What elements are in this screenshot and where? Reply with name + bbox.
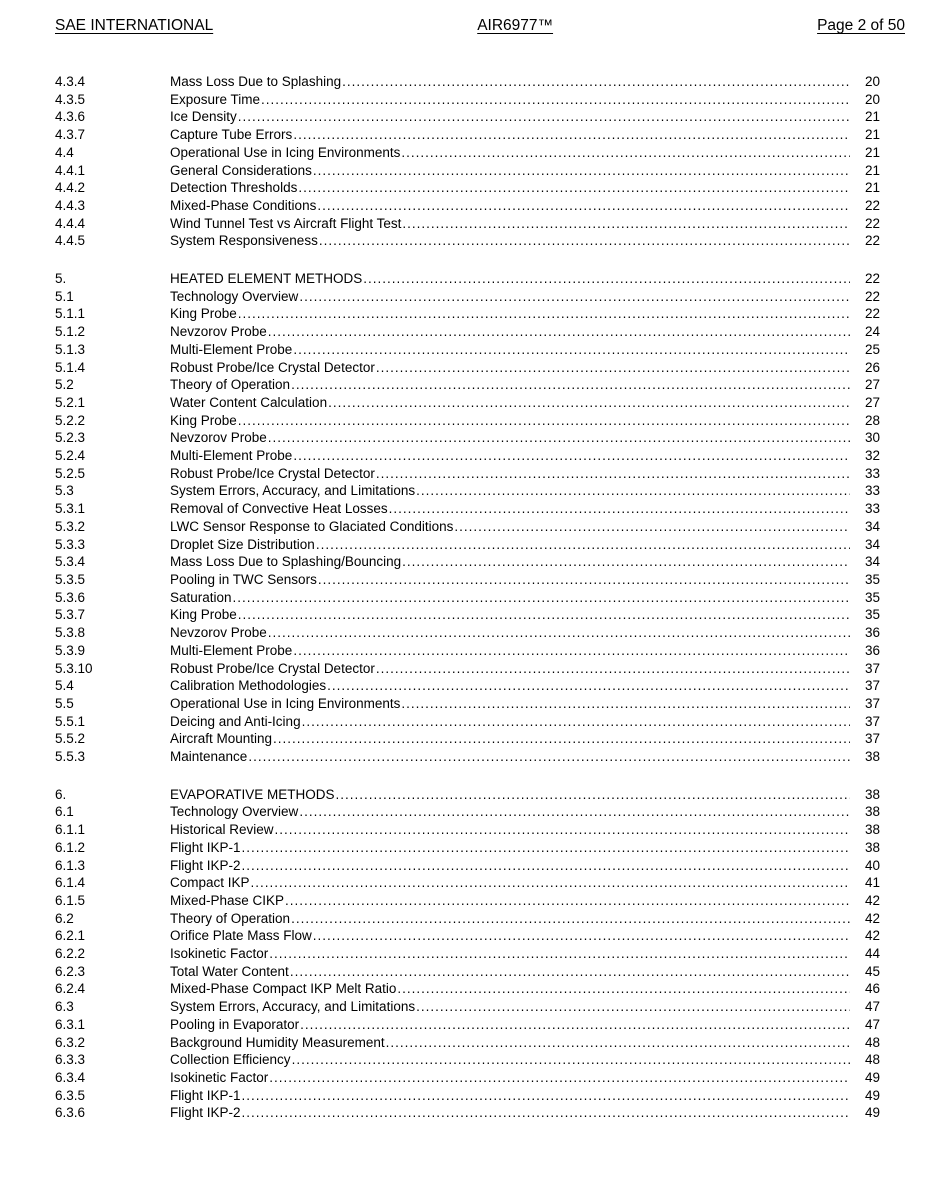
toc-entry-number: 5.1.2 — [55, 324, 86, 340]
toc-entry-number: 6.2.4 — [55, 981, 86, 997]
toc-entry[interactable] — [55, 394, 880, 412]
toc-leader-dots — [453, 518, 850, 536]
toc-entry-number: 5.3.5 — [55, 571, 86, 587]
toc-entry-number: 5.3.10 — [55, 660, 93, 676]
toc-entry-title: King Probe — [170, 412, 237, 428]
toc-entry-title: Multi-Element Probe — [170, 341, 293, 357]
toc-entry-title: Flight IKP-1 — [170, 1087, 241, 1103]
toc-entry-number: 4.3.7 — [55, 127, 86, 143]
toc-entry-number: 5.1.3 — [55, 341, 86, 357]
toc-entry-title: System Responsiveness — [170, 233, 318, 249]
toc-leader-dots — [284, 892, 850, 910]
toc-entry-number: 6.3.1 — [55, 1016, 86, 1032]
toc-entry-number: 6.3.4 — [55, 1069, 86, 1085]
toc-entry-page: 21 — [864, 109, 880, 125]
toc-leader-dots — [268, 1069, 850, 1087]
toc-entry-number: 5.3.9 — [55, 642, 86, 658]
toc-entry-page: 35 — [864, 571, 880, 587]
toc-entry-title: Collection Efficiency — [170, 1052, 291, 1068]
toc-entry[interactable] — [55, 1034, 880, 1052]
toc-entry[interactable] — [55, 144, 880, 162]
toc-entry-title: Nevzorov Probe — [170, 430, 267, 446]
toc-entry-title: Robust Probe/Ice Crystal Detector — [170, 465, 375, 481]
toc-leader-dots — [290, 910, 850, 928]
toc-entry-title: Operational Use in Icing Environments — [170, 144, 401, 160]
toc-entry-title: Total Water Content — [170, 963, 289, 979]
toc-entry[interactable] — [55, 713, 880, 731]
toc-entry[interactable] — [55, 892, 880, 910]
toc-entry-number: 6.1.4 — [55, 875, 86, 891]
toc-entry-title: Saturation — [170, 589, 232, 605]
toc-leader-dots — [267, 429, 850, 447]
toc-entry-number: 5.5.1 — [55, 713, 86, 729]
toc-entry-number: 5.2.5 — [55, 465, 86, 481]
toc-entry[interactable] — [55, 1016, 880, 1034]
toc-entry-page: 47 — [864, 999, 880, 1015]
toc-entry-number: 5.3.3 — [55, 536, 86, 552]
toc-entry[interactable] — [55, 91, 880, 109]
toc-entry[interactable] — [55, 857, 880, 875]
toc-entry-page: 38 — [864, 839, 880, 855]
toc-entry-title: System Errors, Accuracy, and Limitations — [170, 999, 416, 1015]
toc-entry-title: Mixed-Phase CIKP — [170, 892, 285, 908]
toc-entry-number: 4.4.5 — [55, 233, 86, 249]
toc-entry-page: 36 — [864, 625, 880, 641]
toc-entry-page: 37 — [864, 695, 880, 711]
toc-leader-dots — [317, 571, 850, 589]
toc-entry-title: Technology Overview — [170, 804, 299, 820]
toc-entry[interactable] — [55, 1051, 880, 1069]
toc-leader-dots — [315, 536, 850, 554]
toc-leader-dots — [385, 1034, 850, 1052]
toc-group — [55, 270, 880, 766]
toc-entry[interactable] — [55, 412, 880, 430]
toc-entry[interactable] — [55, 500, 880, 518]
toc-entry-page: 33 — [864, 483, 880, 499]
toc-entry[interactable] — [55, 910, 880, 928]
toc-entry[interactable] — [55, 126, 880, 144]
toc-group — [55, 73, 880, 250]
toc-entry-number: 5.2.1 — [55, 394, 86, 410]
toc-entry-title: Nevzorov Probe — [170, 625, 267, 641]
toc-entry-number: 6.3.5 — [55, 1087, 86, 1103]
toc-entry-title: Aircraft Mounting — [170, 731, 273, 747]
toc-entry-title: Nevzorov Probe — [170, 324, 267, 340]
toc-entry[interactable] — [55, 429, 880, 447]
toc-leader-dots — [289, 963, 850, 981]
toc-leader-dots — [292, 126, 850, 144]
toc-entry[interactable] — [55, 108, 880, 126]
toc-entry-number: 6.2.3 — [55, 963, 86, 979]
toc-leader-dots — [375, 465, 850, 483]
toc-entry[interactable] — [55, 839, 880, 857]
toc-entry-title: Mass Loss Due to Splashing — [170, 74, 342, 89]
toc-entry[interactable] — [55, 874, 880, 892]
toc-entry[interactable] — [55, 748, 880, 766]
toc-entry-number: 4.3.5 — [55, 91, 86, 107]
toc-entry[interactable] — [55, 624, 880, 642]
toc-entry-page: 37 — [864, 713, 880, 729]
toc-entry-title: Deicing and Anti-Icing — [170, 713, 301, 729]
toc-entry-title: Robust Probe/Ice Crystal Detector — [170, 359, 375, 375]
toc-entry[interactable] — [55, 232, 880, 250]
toc-entry[interactable] — [55, 730, 880, 748]
toc-leader-dots — [326, 677, 850, 695]
toc-leader-dots — [237, 108, 850, 126]
toc-entry-number: 5.5.2 — [55, 731, 86, 747]
toc-entry[interactable] — [55, 341, 880, 359]
toc-leader-dots — [312, 162, 850, 180]
toc-entry-page: 38 — [864, 804, 880, 820]
toc-entry[interactable] — [55, 482, 880, 500]
header-document-number: AIR6977™ — [477, 17, 554, 34]
toc-entry-title: Technology Overview — [170, 288, 299, 304]
toc-leader-dots — [401, 215, 850, 233]
toc-entry-page: 22 — [864, 215, 880, 231]
toc-entry[interactable] — [55, 980, 880, 998]
toc-leader-dots — [400, 695, 850, 713]
toc-leader-dots — [298, 288, 850, 306]
toc-entry[interactable] — [55, 73, 880, 91]
toc-leader-dots — [241, 1087, 850, 1105]
toc-entry-page: 48 — [864, 1052, 880, 1068]
toc-entry-title: Flight IKP-2 — [170, 1105, 241, 1121]
toc-entry[interactable] — [55, 465, 880, 483]
toc-entry-title: Mass Loss Due to Splashing/Bouncing — [170, 554, 402, 570]
toc-entry-page: 48 — [864, 1034, 880, 1050]
toc-entry-number: 4.4.2 — [55, 180, 86, 196]
toc-leader-dots — [241, 1104, 850, 1122]
toc-leader-dots — [318, 232, 850, 250]
toc-entry-number: 5.2.3 — [55, 430, 86, 446]
toc-leader-dots — [297, 179, 850, 197]
toc-entry[interactable] — [55, 323, 880, 341]
toc-entry-page: 27 — [864, 377, 880, 393]
toc-leader-dots — [260, 91, 850, 109]
toc-entry[interactable] — [55, 376, 880, 394]
toc-entry-number: 4.3.4 — [55, 74, 86, 89]
toc-entry-title: Water Content Calculation — [170, 394, 328, 410]
toc-entry[interactable] — [55, 197, 880, 215]
toc-leader-dots — [274, 821, 850, 839]
toc-entry[interactable] — [55, 1104, 880, 1122]
toc-entry-title: Multi-Element Probe — [170, 448, 293, 464]
toc-entry-number: 6.3 — [55, 999, 74, 1015]
toc-entry-page: 22 — [864, 288, 880, 304]
toc-leader-dots — [247, 748, 850, 766]
toc-entry-page: 38 — [864, 786, 880, 802]
toc-leader-dots — [301, 713, 850, 731]
toc-entry-number: 5.3.2 — [55, 518, 86, 534]
toc-leader-dots — [291, 1051, 850, 1069]
toc-entry[interactable] — [55, 1069, 880, 1087]
header-page-indicator: Page 2 of 50 — [817, 17, 905, 34]
toc-leader-dots — [415, 998, 850, 1016]
toc-entry[interactable] — [55, 589, 880, 607]
toc-entry-page: 24 — [864, 324, 880, 340]
toc-entry-number: 5.5.3 — [55, 749, 86, 765]
page-header — [55, 16, 905, 36]
toc-entry-title: LWC Sensor Response to Glaciated Conditions — [170, 518, 454, 534]
toc-leader-dots — [292, 447, 850, 465]
toc-entry-number: 6.2.2 — [55, 946, 86, 962]
toc-entry-page: 44 — [864, 946, 880, 962]
toc-entry-page: 45 — [864, 963, 880, 979]
toc-entry-number: 5. — [55, 271, 67, 287]
toc-leader-dots — [241, 857, 850, 875]
toc-entry-title: Theory of Operation — [170, 910, 291, 926]
toc-entry-page: 32 — [864, 448, 880, 464]
toc-entry-number: 6.1.5 — [55, 892, 86, 908]
toc-leader-dots — [327, 394, 850, 412]
toc-entry-title: Historical Review — [170, 822, 274, 838]
toc-leader-dots — [268, 945, 850, 963]
toc-entry-page: 34 — [864, 554, 880, 570]
toc-entry-number: 5.2.2 — [55, 412, 86, 428]
toc-entry-page: 37 — [864, 731, 880, 747]
toc-entry[interactable] — [55, 695, 880, 713]
toc-entry[interactable] — [55, 606, 880, 624]
toc-leader-dots — [237, 412, 850, 430]
toc-leader-dots — [237, 305, 850, 323]
toc-entry[interactable] — [55, 963, 880, 981]
toc-entry-title: Ice Density — [170, 109, 237, 125]
toc-entry-title: System Errors, Accuracy, and Limitations — [170, 483, 416, 499]
toc-entry-title: Capture Tube Errors — [170, 127, 293, 143]
toc-entry-title: Wind Tunnel Test vs Aircraft Flight Test — [170, 215, 402, 231]
toc-leader-dots — [362, 270, 850, 288]
toc-entry-number: 6. — [55, 786, 67, 802]
toc-entry-page: 22 — [864, 233, 880, 249]
toc-entry-page: 40 — [864, 857, 880, 873]
toc-entry[interactable] — [55, 998, 880, 1016]
toc-entry-number: 6.2.1 — [55, 928, 86, 944]
toc-entry-title: Operational Use in Icing Environments — [170, 695, 401, 711]
toc-entry-page: 49 — [864, 1105, 880, 1121]
table-of-contents — [55, 73, 905, 1122]
toc-entry-title: Mixed-Phase Compact IKP Melt Ratio — [170, 981, 397, 997]
toc-leader-dots — [232, 589, 850, 607]
toc-entry[interactable] — [55, 660, 880, 678]
toc-entry-page: 28 — [864, 412, 880, 428]
toc-entry-number: 5.1 — [55, 288, 74, 304]
toc-leader-dots — [312, 927, 850, 945]
toc-entry-title: Pooling in Evaporator — [170, 1016, 300, 1032]
toc-entry-page: 41 — [864, 875, 880, 891]
toc-entry-page: 22 — [864, 306, 880, 322]
toc-entry-number: 5.1.4 — [55, 359, 86, 375]
toc-entry-page: 27 — [864, 394, 880, 410]
toc-leader-dots — [292, 341, 850, 359]
toc-leader-dots — [292, 642, 850, 660]
toc-entry-number: 5.4 — [55, 678, 74, 694]
toc-entry-title: Mixed-Phase Conditions — [170, 197, 317, 213]
toc-entry[interactable] — [55, 821, 880, 839]
toc-entry[interactable] — [55, 305, 880, 323]
toc-entry-page: 30 — [864, 430, 880, 446]
toc-entry-number: 4.4.3 — [55, 197, 86, 213]
toc-entry-title: Robust Probe/Ice Crystal Detector — [170, 660, 375, 676]
toc-leader-dots — [241, 839, 850, 857]
header-organization: SAE INTERNATIONAL — [55, 17, 214, 34]
toc-entry[interactable] — [55, 571, 880, 589]
toc-leader-dots — [298, 803, 850, 821]
toc-entry-title: King Probe — [170, 607, 237, 623]
toc-entry-page: 34 — [864, 518, 880, 534]
toc-entry-number: 5.3.7 — [55, 607, 86, 623]
toc-leader-dots — [250, 874, 850, 892]
toc-entry[interactable] — [55, 215, 880, 233]
toc-entry-page: 42 — [864, 928, 880, 944]
toc-entry[interactable] — [55, 553, 880, 571]
toc-entry-title: Droplet Size Distribution — [170, 536, 315, 552]
toc-entry-page: 20 — [864, 91, 880, 107]
toc-leader-dots — [335, 786, 850, 804]
toc-entry-title: Multi-Element Probe — [170, 642, 293, 658]
toc-entry-page: 21 — [864, 162, 880, 178]
toc-entry-title: Maintenance — [170, 749, 248, 765]
toc-entry-page: 42 — [864, 910, 880, 926]
toc-entry-page: 47 — [864, 1016, 880, 1032]
toc-entry[interactable] — [55, 518, 880, 536]
toc-entry-title: Flight IKP-2 — [170, 857, 241, 873]
toc-entry-page: 22 — [864, 271, 880, 287]
toc-entry-title: Pooling in TWC Sensors — [170, 571, 317, 587]
toc-entry[interactable] — [55, 803, 880, 821]
toc-entry-page: 33 — [864, 501, 880, 517]
toc-entry-number: 5.2.4 — [55, 448, 86, 464]
toc-entry-page: 38 — [864, 822, 880, 838]
toc-entry-number: 6.3.6 — [55, 1105, 86, 1121]
toc-entry-page: 22 — [864, 197, 880, 213]
toc-leader-dots — [341, 73, 850, 91]
toc-entry-number: 6.1 — [55, 804, 74, 820]
toc-entry-title: Exposure Time — [170, 91, 261, 107]
toc-entry-number: 6.2 — [55, 910, 74, 926]
toc-entry-number: 6.3.2 — [55, 1034, 86, 1050]
toc-entry-number: 6.1.3 — [55, 857, 86, 873]
toc-entry-page: 21 — [864, 180, 880, 196]
toc-entry-number: 6.1.2 — [55, 839, 86, 855]
toc-entry-page: 25 — [864, 341, 880, 357]
toc-entry-number: 5.3 — [55, 483, 74, 499]
toc-entry-title: Background Humidity Measurement — [170, 1034, 385, 1050]
toc-entry-page: 38 — [864, 749, 880, 765]
toc-entry[interactable] — [55, 536, 880, 554]
toc-entry-title: HEATED ELEMENT METHODS — [170, 271, 363, 287]
toc-entry-number: 5.2 — [55, 377, 74, 393]
toc-entry[interactable] — [55, 447, 880, 465]
toc-entry-page: 20 — [864, 74, 880, 89]
toc-entry[interactable] — [55, 945, 880, 963]
toc-leader-dots — [396, 980, 850, 998]
toc-leader-dots — [415, 482, 850, 500]
toc-entry[interactable] — [55, 786, 880, 804]
toc-entry-title: Isokinetic Factor — [170, 946, 269, 962]
toc-entry-page: 49 — [864, 1069, 880, 1085]
toc-entry-page: 49 — [864, 1087, 880, 1103]
toc-entry[interactable] — [55, 162, 880, 180]
toc-entry-number: 6.3.3 — [55, 1052, 86, 1068]
toc-entry[interactable] — [55, 927, 880, 945]
toc-entry-number: 6.1.1 — [55, 822, 86, 838]
toc-entry-title: EVAPORATIVE METHODS — [170, 786, 335, 802]
toc-leader-dots — [375, 660, 850, 678]
toc-entry-title: Flight IKP-1 — [170, 839, 241, 855]
toc-group — [55, 786, 880, 1122]
toc-entry[interactable] — [55, 179, 880, 197]
toc-entry-page: 21 — [864, 144, 880, 160]
toc-leader-dots — [267, 624, 850, 642]
toc-entry-page: 37 — [864, 660, 880, 676]
toc-leader-dots — [401, 553, 850, 571]
toc-entry[interactable] — [55, 1087, 880, 1105]
toc-entry-page: 21 — [864, 127, 880, 143]
toc-entry-page: 33 — [864, 465, 880, 481]
toc-entry-title: King Probe — [170, 306, 237, 322]
toc-leader-dots — [388, 500, 850, 518]
toc-entry-number: 5.3.1 — [55, 501, 86, 517]
toc-entry-page: 35 — [864, 607, 880, 623]
toc-leader-dots — [299, 1016, 850, 1034]
toc-leader-dots — [316, 197, 850, 215]
toc-leader-dots — [375, 359, 850, 377]
toc-entry-number: 5.5 — [55, 695, 74, 711]
toc-entry-page: 35 — [864, 589, 880, 605]
toc-entry-title: Theory of Operation — [170, 377, 291, 393]
toc-entry[interactable] — [55, 642, 880, 660]
toc-entry-number: 4.4.1 — [55, 162, 86, 178]
toc-entry-number: 4.4 — [55, 144, 74, 160]
toc-entry-number: 4.3.6 — [55, 109, 86, 125]
toc-entry-page: 26 — [864, 359, 880, 375]
toc-leader-dots — [267, 323, 850, 341]
toc-leader-dots — [237, 606, 850, 624]
toc-entry-title: Calibration Methodologies — [170, 678, 327, 694]
toc-entry-page: 46 — [864, 981, 880, 997]
toc-entry-page: 34 — [864, 536, 880, 552]
toc-entry-title: Isokinetic Factor — [170, 1069, 269, 1085]
toc-entry-number: 5.3.6 — [55, 589, 86, 605]
toc-entry[interactable] — [55, 677, 880, 695]
toc-entry[interactable] — [55, 359, 880, 377]
toc-leader-dots — [272, 730, 850, 748]
toc-leader-dots — [400, 144, 850, 162]
toc-entry-page: 37 — [864, 678, 880, 694]
toc-entry[interactable] — [55, 270, 880, 288]
toc-entry[interactable] — [55, 288, 880, 306]
toc-entry-title: General Considerations — [170, 162, 312, 178]
toc-entry-page: 36 — [864, 642, 880, 658]
toc-entry-number: 5.1.1 — [55, 306, 86, 322]
toc-entry-number: 4.4.4 — [55, 215, 86, 231]
toc-leader-dots — [290, 376, 850, 394]
toc-entry-title: Compact IKP — [170, 875, 250, 891]
toc-entry-page: 42 — [864, 892, 880, 908]
toc-entry-number: 5.3.4 — [55, 554, 86, 570]
toc-entry-title: Removal of Convective Heat Losses — [170, 501, 388, 517]
toc-entry-title: Detection Thresholds — [170, 180, 298, 196]
toc-entry-number: 5.3.8 — [55, 625, 86, 641]
toc-entry-title: Orifice Plate Mass Flow — [170, 928, 312, 944]
